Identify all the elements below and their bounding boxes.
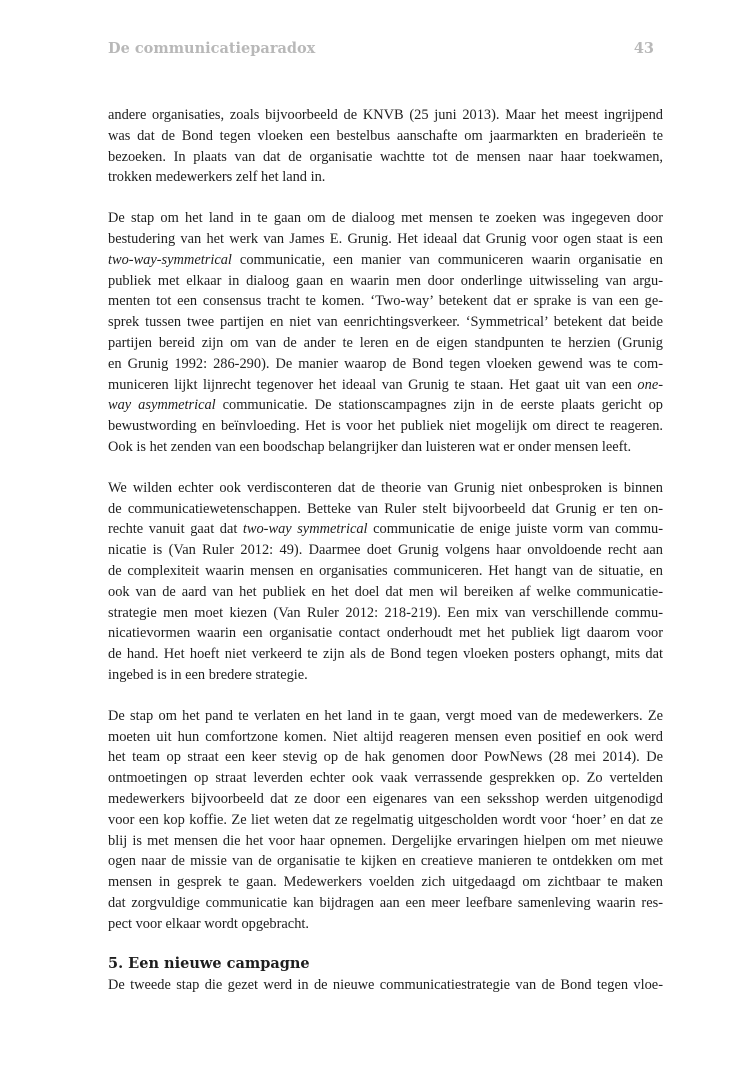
text-line: bezoeken. In plaats van dat de organisatie wachtte tot de mensen naar haar toekwamen, (108, 148, 663, 165)
text-line: nicatievormen waarin een organisatie contact onderhoudt met het publiek ligt daarom voor (108, 625, 663, 642)
text-line: ontmoetingen op straat leverden echter ook vaak verrassende gesprekken op. Zo vertelden (108, 770, 663, 787)
text-line (108, 250, 663, 271)
text-line: de communicatiewetenschappen. Betteke van Ruler stelt bijvoorbeeld dat Grunig er ten on- (108, 500, 663, 517)
text-line: medewerkers bijvoorbeeld dat ze door een eigenares van een seksshop werden uitgenodigd (108, 790, 663, 807)
text-line: sprek tussen twee partijen en niet van eenrichtingsverkeer. ‘Symmetrical’ betekent dat beide (108, 314, 663, 331)
text-line: moeten uit hun comfortzone komen. Niet altijd reageren mensen even positief en ook werd (108, 728, 663, 745)
paragraph-5 (108, 975, 663, 996)
italic-term: two-way-symmetrical (108, 251, 232, 268)
paragraph-4 (108, 706, 663, 935)
text-line: De stap om het pand te verlaten en het land in te gaan, vergt moed van de medewerkers. Ze (108, 707, 663, 724)
text-line: strategie men moet kiezen (Van Ruler 2012: 218-219). Een mix van verschillende commu- (108, 604, 663, 621)
text-line (108, 375, 663, 396)
italic-term: two-way symmetrical (242, 521, 368, 538)
text-line: dat zorgvuldige communicatie kan bijdragen aan een meer leefbare samenleving waarin res- (108, 894, 663, 911)
text-line: ogen naar de missie van de organisatie te kijken en creatieve manieren te ontdekken om met (108, 853, 663, 870)
text-line: voor een kop koffie. Ze liet weten dat ze regelmatig uitgescholden wordt voor ‘hoer’ en dat ze (108, 811, 663, 828)
text-line: bestudering van het werk van James E. Grunig. Het ideaal dat Grunig voor ogen staat is een (108, 230, 663, 247)
page-number: 43 (633, 40, 654, 57)
text-line: Ook is het zenden van een boodschap belangrijker dan luisteren wat er onder mensen leeft. (108, 438, 632, 455)
text-line: de complexiteit waarin mensen en organisaties communiceren. Het hangt van de situatie, en (108, 562, 663, 579)
body-text (108, 105, 663, 996)
text-line: De stap om het land in te gaan om de dialoog met mensen te zoeken was ingegeven door (108, 210, 663, 227)
text-line (108, 395, 663, 416)
text-line: publiek met elkaar in dialoog gaan en waarin men door onderlinge uitwisseling van argu- (108, 272, 663, 289)
text-line: menten tot een consensus tracht te komen. ‘Two-way’ betekent dat er sprake is van een ge- (108, 293, 663, 310)
paragraph-2 (108, 208, 663, 458)
text-run: communicatie, een manier van communiceren waarin organisatie en (231, 251, 663, 268)
text-line: ingebed is in een bredere strategie. (108, 666, 308, 683)
text-run: communicatie de enige juiste vorm van commu- (367, 521, 663, 538)
text-run: municeren lijkt lijnrecht tegenover het ideaal van Grunig te staan. Het gaat uit van een (108, 376, 638, 393)
text-line: het team op straat een keer stevig op de hak genomen door PowNews (28 mei 2014). De (108, 749, 663, 766)
text-line: ook van de aard van het publiek en het doel dat men wil bereiken af welke communicatie- (108, 583, 663, 600)
text-line (108, 519, 663, 540)
text-line: was dat de Bond tegen vloeken een bestelbus aanschafte om jaarmarkten en braderieën te (108, 127, 663, 144)
text-line: nicatie is (Van Ruler 2012: 49). Daarmee doet Grunig volgens haar onvoldoende recht aan (108, 542, 663, 559)
text-line: pect voor elkaar wordt opgebracht. (108, 915, 309, 932)
text-line: mensen in gesprek te gaan. Medewerkers voelden zich uitgedaagd om zichtbaar te maken (108, 874, 663, 891)
text-line: trokken medewerkers zelf het land in. (108, 169, 326, 186)
italic-term: way asymmetrical (108, 397, 216, 414)
running-head (108, 40, 660, 62)
section-heading: 5. Een nieuwe campagne (108, 955, 310, 973)
text-line: en Grunig 1992: 286-290). De manier waarop de Bond tegen vloeken gewend was te com- (108, 355, 663, 372)
text-line: bewustwording en beïnvloeding. Het is voor het publiek niet mogelijk om direct te reageren. (108, 418, 663, 435)
running-head-title: De communicatieparadox (108, 40, 316, 57)
text-line: blij is met mensen die het voor haar opnemen. Dergelijke ervaringen hielpen om met nieuwe (108, 832, 663, 849)
text-line: We wilden echter ook verdisconteren dat de theorie van Grunig niet onbesproken is binnen (108, 479, 663, 496)
text-line: partijen bereid zijn om van de ander te leren en de eigen standpunten te herzien (Grunig (108, 334, 663, 351)
text-run: rechte vanuit gaat dat (108, 521, 243, 538)
italic-term: one- (637, 376, 663, 393)
paragraph-3 (108, 478, 663, 686)
text-line: De tweede stap die gezet werd in de nieuwe communicatiestrategie van de Bond tegen vloe- (108, 977, 663, 994)
text-line: de hand. Het hoeft niet verkeerd te zijn als de Bond tegen vloeken posters ophangt, mits dat (108, 646, 663, 663)
text-run: communicatie. De stationscampagnes zijn in de eerste plaats gericht op (215, 397, 663, 414)
text-line: andere organisaties, zoals bijvoorbeeld de KNVB (25 juni 2013). Maar het meest ingrijpend (108, 107, 663, 123)
paragraph-1 (108, 105, 663, 188)
